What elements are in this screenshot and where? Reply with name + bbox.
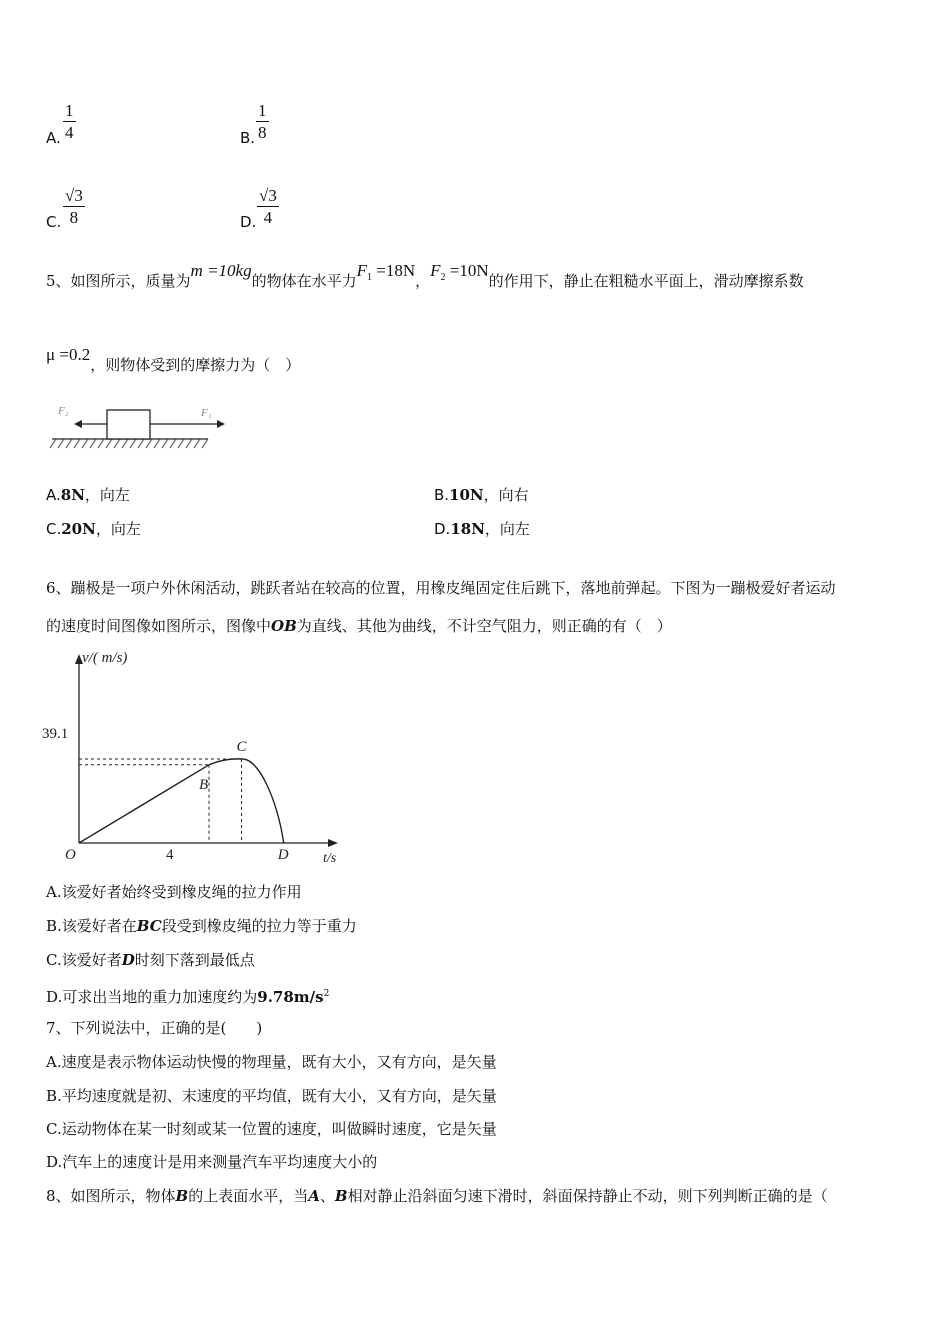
denominator: 8	[69, 208, 79, 227]
x-axis-arrow-icon	[328, 839, 338, 847]
point-label-b: B	[199, 776, 209, 793]
q4-option-b-fraction	[256, 101, 269, 144]
numerator: √3	[259, 186, 277, 205]
q6-option-c-d: D	[121, 951, 135, 969]
q6-option-c-b: 时刻下落到最低点	[134, 951, 255, 969]
q5-mu: μ =0.2	[46, 345, 91, 364]
q7-option-b: B.平均速度就是初、末速度的平均值，既有大小，又有方向，是矢量	[46, 1087, 497, 1105]
q6-option-c	[46, 950, 255, 970]
q5-f2-value: =10N	[445, 261, 489, 280]
q4-option-b-letter: B.	[240, 129, 256, 147]
q8-p1: 8、如图所示，物体	[46, 1187, 176, 1205]
q5-option-a-direction: ，向左	[84, 486, 130, 504]
q7-option-c: C.运动物体在某一时刻或某一位置的速度，叫做瞬时速度，它是矢量	[46, 1120, 497, 1138]
q6-stem-line2-b: 为直线、其他为曲线，不计空气阻力，则正确的有（ ）	[296, 617, 672, 635]
q6-stem-line1: 6、蹦极是一项户外休闲活动，跳跃者站在较高的位置，用橡皮绳固定住后跳下，落地前弹起。下图为一蹦极爱好者运动	[46, 579, 836, 597]
q5-force-diagram	[48, 400, 233, 452]
q5-option-b-direction: ，向右	[483, 486, 529, 504]
q8-a: A	[308, 1187, 320, 1205]
q8-sep: 、	[319, 1187, 335, 1205]
q5-option-c-value: 20N	[61, 520, 96, 538]
q5-f2-symbol: F	[430, 261, 441, 280]
curve-bcd	[209, 759, 284, 843]
q8-b2: B	[334, 1187, 348, 1205]
q5-suffix: 的作用下，静止在粗糙水平面上，滑动摩擦系数	[488, 272, 804, 290]
q6-option-b-bc: BC	[136, 917, 162, 935]
numerator: √3	[65, 186, 83, 205]
q5-question: ，则物体受到的摩擦力为（ ）	[90, 356, 301, 374]
q5-option-b	[434, 485, 529, 505]
q5-option-c-direction: ，向左	[95, 520, 141, 538]
q4-option-a-fraction	[63, 101, 76, 144]
q5-f1-symbol: F	[356, 261, 367, 280]
q5-f2	[430, 261, 489, 283]
q6-stem-line2-a: 的速度时间图像如图所示，图像中	[46, 617, 272, 635]
block	[107, 410, 150, 439]
q6-option-c-a: C.该爱好者	[46, 951, 122, 969]
q4-option-d-letter: D.	[240, 213, 257, 231]
numerator: 1	[65, 101, 74, 120]
q5-option-a	[46, 485, 130, 505]
denominator: 4	[263, 208, 273, 227]
q5-option-d	[434, 519, 530, 539]
q4-option-d-fraction	[257, 186, 279, 229]
q5-option-c	[46, 519, 141, 539]
q5-option-a-letter: A.	[46, 486, 61, 504]
q5-mass: m =10kg	[190, 261, 252, 280]
point-label-c: C	[236, 739, 247, 755]
q6-option-b-b: 段受到橡皮绳的拉力等于重力	[161, 917, 357, 935]
arrow-right-icon	[217, 420, 225, 428]
q6-ob: OB	[271, 617, 297, 635]
q5-prefix: 5、如图所示，质量为	[46, 272, 191, 290]
q5-option-b-letter: B.	[434, 486, 450, 504]
q7-option-d: D.汽车上的速度计是用来测量汽车平均速度大小的	[46, 1153, 378, 1171]
q6-stem-line2	[46, 616, 672, 636]
arrow-left-icon	[74, 420, 82, 428]
q5-stem-line1	[46, 261, 804, 298]
q5-f1-subscript: 1	[367, 272, 372, 283]
q5-f1	[356, 261, 416, 283]
q6-vt-chart	[40, 646, 345, 868]
numerator: 1	[258, 101, 267, 120]
q5-fig-f2-label: F₂	[58, 405, 69, 417]
q6-option-a: A.该爱好者始终受到橡皮绳的拉力作用	[46, 883, 302, 901]
q5-comma: ，	[415, 272, 431, 290]
q6-option-d-sup: 2	[323, 989, 330, 999]
q8-b1: B	[175, 1187, 189, 1205]
q5-option-d-value: 18N	[450, 520, 485, 538]
denominator: 8	[258, 123, 267, 142]
q6-option-b-a: B.该爱好者在	[46, 917, 137, 935]
q5-option-c-letter: C.	[46, 520, 62, 538]
q6-option-d	[46, 984, 329, 1007]
q5-option-b-value: 10N	[449, 486, 484, 504]
q5-stem-line2	[46, 345, 301, 375]
y-axis-label: v/( m/s)	[82, 650, 128, 666]
q4-option-c-fraction	[63, 186, 85, 229]
q8-p2: 的上表面水平，当	[188, 1187, 309, 1205]
q5-option-d-letter: D.	[434, 520, 451, 538]
x-axis-label: t/s	[323, 851, 337, 866]
q5-f2-subscript: 2	[440, 272, 446, 283]
point-label-d: D	[277, 847, 289, 863]
q4-option-a-letter: A.	[46, 129, 61, 147]
q4-option-c-letter: C.	[46, 213, 62, 231]
q5-option-d-direction: ，向左	[484, 520, 530, 538]
q7-stem: 7、下列说法中，正确的是( )	[46, 1019, 263, 1037]
q6-option-d-a: D.可求出当地的重力加速度约为	[46, 988, 258, 1006]
denominator: 4	[65, 123, 74, 142]
q7-option-a: A.速度是表示物体运动快慢的物理量，既有大小，又有方向，是矢量	[46, 1053, 497, 1071]
q8-p3: 相对静止沿斜面匀速下滑时，斜面保持静止不动，则下列判断正确的是（	[347, 1187, 828, 1205]
x-tick-label: 4	[166, 847, 174, 863]
q5-f1-value: =18N	[372, 261, 416, 280]
q6-option-b	[46, 916, 357, 936]
q8-stem	[46, 1186, 828, 1206]
q5-mid1: 的物体在水平力	[251, 272, 357, 290]
segment-ob	[79, 765, 209, 843]
q6-option-d-value: 9.78m/s	[257, 988, 324, 1006]
point-label-o: O	[65, 847, 76, 863]
q5-fig-f1-label: F₁	[201, 407, 212, 419]
y-tick-label: 39.1	[42, 726, 69, 742]
q5-option-a-value: 8N	[60, 486, 85, 504]
